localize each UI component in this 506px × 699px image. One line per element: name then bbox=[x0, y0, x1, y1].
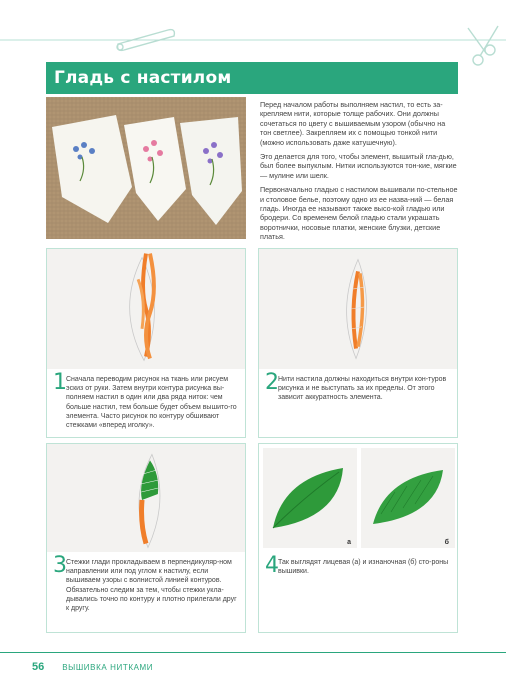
label-b: б bbox=[444, 539, 449, 546]
napkins-illustration bbox=[46, 97, 246, 239]
footer-divider bbox=[0, 652, 506, 653]
intro-paragraph: Первоначально гладью с настилом вышивали по-стельное и столовое белье, поэтому одно из ее назва-ний — белая гладь. Иногда ее называют также высо-кой гладью или бродери. Со временем белой гладью стали украшать воротнички, носовые платки, женские блузки, детские платья. bbox=[260, 185, 458, 242]
footer bbox=[32, 660, 153, 674]
leaf-front-illustration bbox=[263, 448, 357, 548]
leaf-back-illustration bbox=[361, 448, 455, 548]
step-3-photo bbox=[47, 444, 245, 552]
step-text: Стежки глади прокладываем в перпендикуляр-ном направлении или под углом к настилу, если вышиваем узоры с волнистой линией контуров. Обязательно следим за тем, чтобы стежки укла-дывались точно по контуру и плотно прилегали друг к другу. bbox=[66, 559, 237, 613]
step-1 bbox=[46, 248, 246, 438]
label-a: а bbox=[347, 539, 351, 546]
step-text: Так выглядят лицевая (а) и изнаночная (б) сто-роны вышивки. bbox=[278, 559, 449, 576]
padding-threads-illustration bbox=[47, 249, 245, 369]
intro-paragraph: Перед началом работы выполняем настил, то есть за-крепляем нити, которые толще рабочих. Они должны сочетаться по цвету с вышиваемым узором (обычно на тон светлее). Закрепляем их с помощью тонкой нити (можно использовать даже катушечную). bbox=[260, 100, 446, 147]
step-text: Сначала переводим рисунок на ткань или рисуем эскиз от руки. Затем внутри контура рисунка вы-полняем настил в один или два ряда ниток: чем больше настил, тем больше будет объем вышито-го элемента. Часто рисунок по контуру обшивают стежками «вперед иголку». bbox=[66, 376, 237, 430]
step-1-caption bbox=[47, 369, 245, 437]
step-number: 4 bbox=[265, 553, 279, 578]
intro-paragraph: Это делается для того, чтобы элемент, вышитый гла-дью, был более выпуклым. Нитки используются тон-кие, мягкие — мулине или шелк. bbox=[260, 152, 457, 180]
step-2-photo bbox=[259, 249, 457, 369]
scissors-icon bbox=[468, 26, 498, 65]
front-side-photo bbox=[263, 448, 357, 548]
step-4-photos bbox=[259, 444, 457, 552]
page-title: Гладь с настилом bbox=[54, 68, 232, 88]
step-1-photo bbox=[47, 249, 245, 369]
book-title: ВЫШИВКА НИТКАМИ bbox=[62, 662, 154, 672]
title-bar bbox=[46, 62, 458, 94]
step-number: 2 bbox=[265, 370, 279, 395]
back-side-photo bbox=[361, 448, 455, 548]
step-4 bbox=[258, 443, 458, 633]
page-number: 56 bbox=[32, 661, 45, 673]
step-text: Нити настила должны находиться внутри кон-туров рисунка и не выступать за их пределы. От этого зависит аккуратность элемента. bbox=[278, 376, 447, 402]
step-number: 1 bbox=[53, 370, 67, 395]
step-2-caption bbox=[259, 369, 457, 437]
step-4-caption bbox=[259, 552, 457, 632]
napkins-photo bbox=[46, 97, 246, 239]
intro-text bbox=[260, 100, 458, 247]
satin-stitches-illustration bbox=[47, 444, 245, 552]
step-3-caption bbox=[47, 552, 245, 632]
step-2 bbox=[258, 248, 458, 438]
step-number: 3 bbox=[53, 553, 67, 578]
step-3 bbox=[46, 443, 246, 633]
padding-inside-contour-illustration bbox=[259, 249, 457, 369]
